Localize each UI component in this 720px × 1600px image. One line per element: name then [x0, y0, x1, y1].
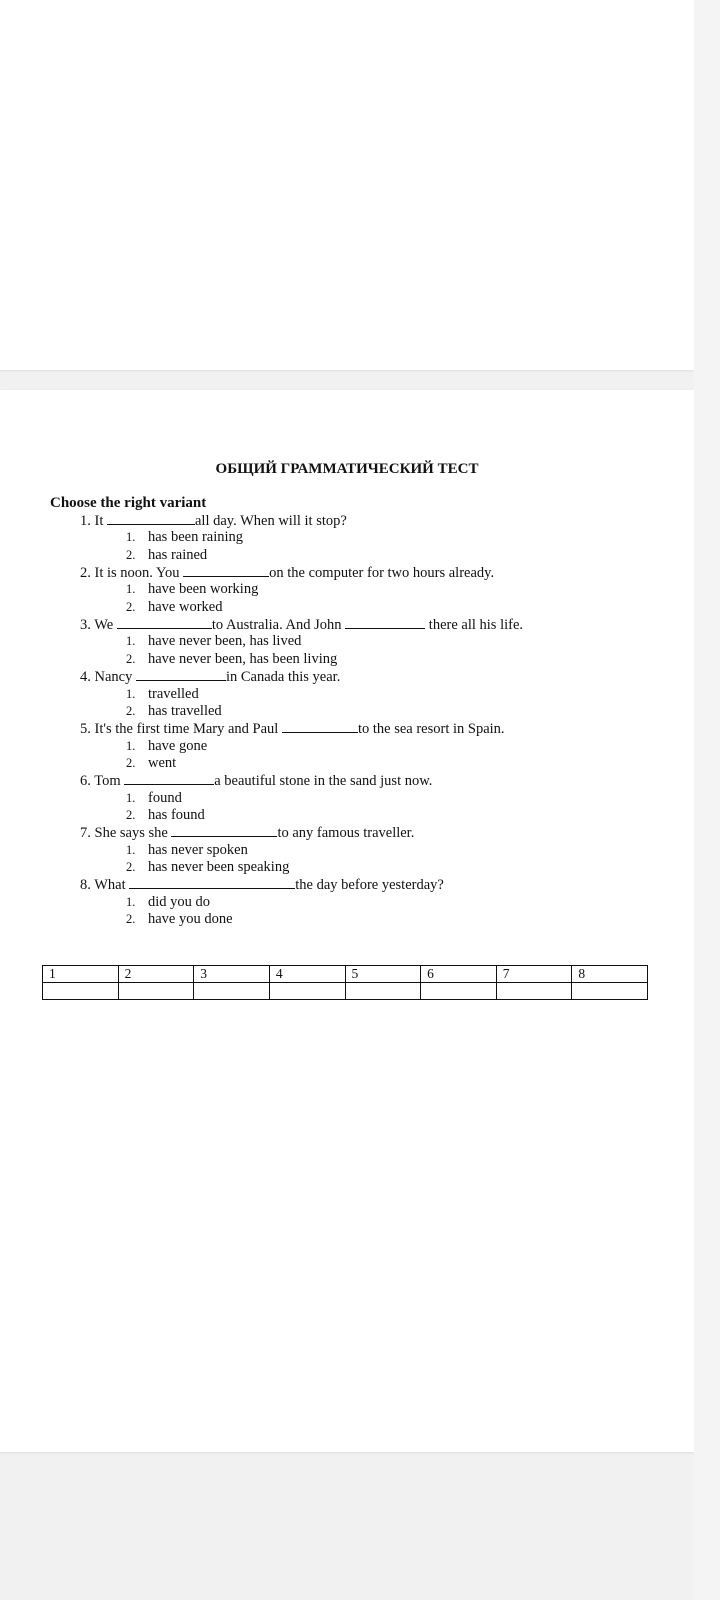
option-number: 1. [126, 686, 136, 701]
option-number: 2. [126, 807, 136, 822]
option [126, 911, 233, 928]
question-number: 1. [80, 513, 91, 529]
answer-blank [124, 772, 214, 785]
answer-blank [282, 720, 358, 733]
question-text: all day. When will it stop? [194, 513, 347, 529]
question-text: Tom [94, 773, 121, 790]
question-6 [80, 772, 432, 790]
option-number: 1. [126, 582, 136, 597]
question-3 [80, 616, 523, 634]
option-text: found [148, 789, 182, 806]
option-number: 1. [126, 842, 136, 857]
option [126, 755, 176, 772]
question-number: 7. [80, 825, 91, 842]
option-text: have gone [148, 737, 208, 754]
question-text: there all his life. [428, 617, 524, 634]
question-text: on the computer for two hours already. [269, 565, 495, 582]
answer-cell [43, 983, 119, 1000]
answer-cell [194, 983, 270, 1000]
option-number: 2. [126, 755, 136, 770]
question-number: 3. [80, 617, 91, 634]
option-text: have you done [148, 911, 233, 928]
answer-cell [496, 983, 572, 1000]
option [126, 790, 182, 807]
question-number: 6. [80, 773, 91, 790]
question-2 [80, 564, 494, 582]
option-number: 1. [126, 738, 136, 753]
question-text: What [94, 877, 126, 894]
question-text: the day before yesterday? [295, 877, 444, 894]
question-4 [80, 668, 340, 686]
option [126, 599, 222, 616]
option [126, 738, 207, 755]
document-title: ОБЩИЙ ГРАММАТИЧЕСКИЙ ТЕСТ [215, 461, 479, 477]
option-number: 1. [126, 634, 136, 649]
question-text: It's the first time Mary and Paul [94, 721, 279, 738]
answer-blank [107, 512, 195, 525]
option-number: 1. [126, 790, 136, 805]
header-cell: 4 [269, 966, 345, 983]
page-2 [0, 390, 694, 1452]
option-number: 2. [126, 547, 136, 562]
question-number: 2. [80, 565, 91, 582]
question-number: 4. [80, 669, 91, 686]
answer-cell [118, 983, 194, 1000]
question-text: She says she [94, 825, 168, 842]
question-text: Nancy [94, 669, 133, 686]
header-cell: 2 [118, 966, 194, 983]
answer-table [42, 965, 648, 1000]
option [126, 651, 337, 668]
option-number: 2. [126, 912, 136, 927]
option-number: 2. [126, 599, 136, 614]
question-text: in Canada this year. [225, 669, 341, 686]
option-text: went [148, 754, 177, 771]
option-text: has been raining [148, 529, 244, 546]
option-number: 1. [126, 530, 136, 545]
option-number: 2. [126, 703, 136, 718]
option-text: have worked [148, 598, 223, 615]
option-text: has travelled [148, 702, 222, 719]
option [126, 894, 210, 911]
header-cell: 6 [421, 966, 497, 983]
question-text: It [94, 513, 104, 529]
question-1 [80, 512, 347, 530]
answer-blank [129, 876, 295, 889]
option-text: have been working [148, 581, 259, 598]
option-text: have never been, has been living [148, 650, 338, 667]
page-1 [0, 0, 694, 370]
question-number: 5. [80, 721, 91, 738]
header-cell: 8 [572, 966, 648, 983]
answer-table-header [43, 966, 648, 983]
answer-cell [269, 983, 345, 1000]
answer-blank [117, 616, 212, 629]
header-cell: 7 [496, 966, 572, 983]
header-cell: 3 [194, 966, 270, 983]
header-cell: 5 [345, 966, 421, 983]
question-7 [80, 824, 414, 842]
answer-cell [345, 983, 421, 1000]
question-5 [80, 720, 505, 738]
answer-blank [136, 668, 226, 681]
answer-blank [183, 564, 269, 577]
option [126, 703, 222, 720]
option-text: has never been speaking [148, 859, 290, 875]
question-text: to Australia. And John [211, 617, 342, 634]
option-text: travelled [148, 685, 199, 702]
option-text: have never been, has lived [148, 633, 302, 650]
header-cell: 1 [43, 966, 119, 983]
question-text: to any famous traveller. [277, 825, 415, 842]
option-text: has rained [148, 546, 208, 563]
option-number: 2. [126, 651, 136, 666]
question-number: 8. [80, 877, 91, 894]
answer-cell [572, 983, 648, 1000]
question-text: a beautiful stone in the sand just now. [214, 773, 433, 790]
answer-blank [171, 824, 277, 837]
question-text: It is noon. You [94, 565, 180, 582]
option [126, 842, 248, 859]
option-number: 1. [126, 894, 136, 909]
option [126, 547, 207, 564]
question-8 [80, 876, 444, 894]
option-text: has never spoken [148, 841, 248, 858]
scrollbar[interactable] [694, 0, 720, 1600]
option-text: has found [148, 806, 205, 823]
answer-cell [421, 983, 497, 1000]
option-text: did you do [148, 893, 211, 910]
option [126, 859, 289, 876]
answer-table-row [43, 983, 648, 1000]
option [126, 529, 243, 546]
option [126, 633, 301, 650]
question-text: to the sea resort in Spain. [357, 721, 505, 738]
option [126, 807, 205, 824]
instruction: Choose the right variant [50, 495, 207, 511]
option [126, 581, 258, 598]
answer-blank [345, 616, 425, 629]
option-number: 2. [126, 860, 136, 874]
option [126, 686, 199, 703]
question-text: We [94, 617, 114, 634]
